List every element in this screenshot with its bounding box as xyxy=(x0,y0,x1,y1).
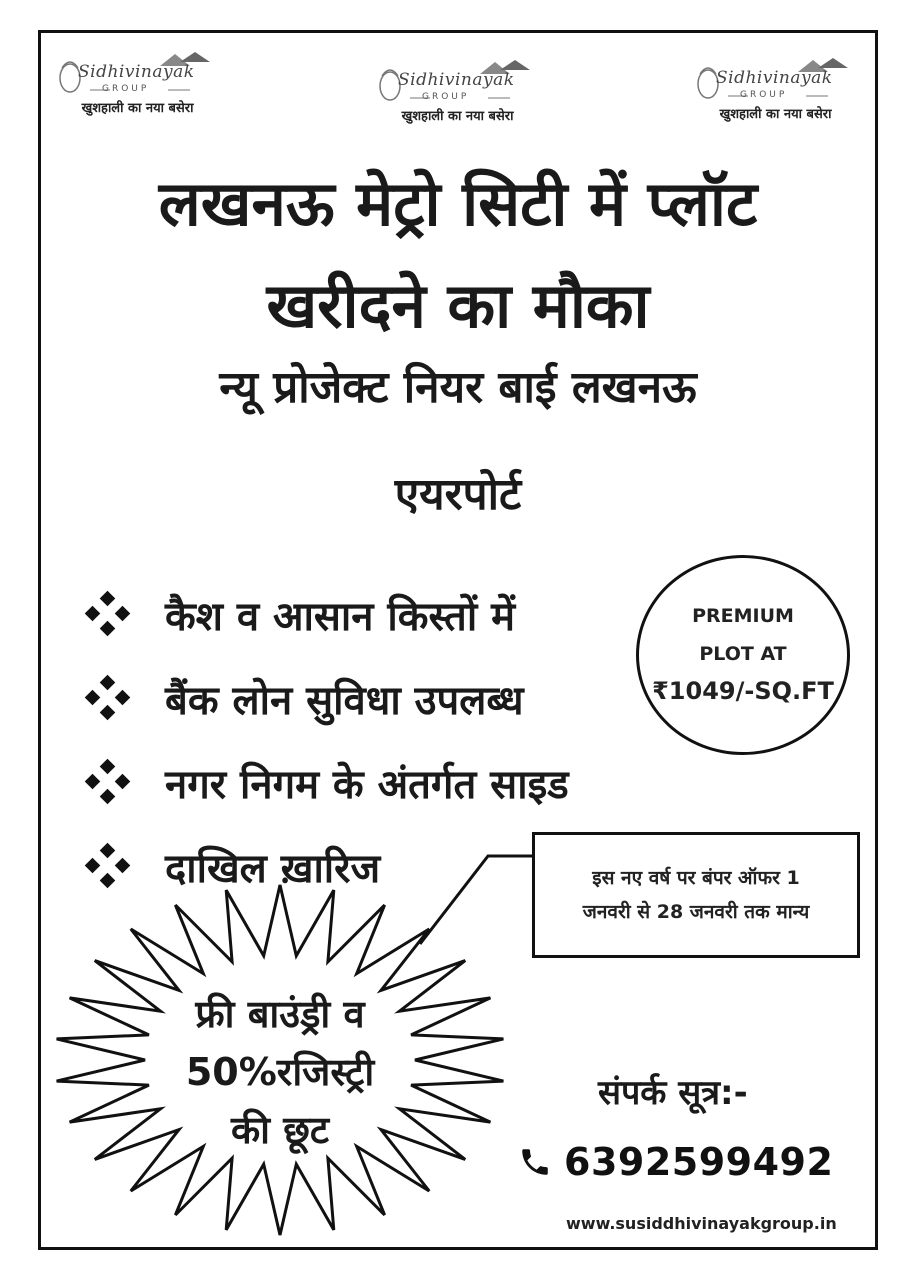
starburst-line3: की छूट xyxy=(230,1108,330,1152)
logo-brand: Sidhivinayak xyxy=(78,62,195,82)
offer-line2: जनवरी से 28 जनवरी तक मान्य xyxy=(582,901,810,923)
logo-group: GROUP xyxy=(102,84,150,94)
list-item xyxy=(85,740,569,824)
price-badge-line2: PLOT AT xyxy=(699,643,787,665)
price-badge-line1: PREMIUM xyxy=(692,605,794,627)
offer-box xyxy=(532,832,860,958)
logo-group: GROUP xyxy=(740,90,788,100)
diamond-bullet-icon xyxy=(85,591,131,637)
logo-brand: Sidhivinayak xyxy=(398,70,515,90)
website-url[interactable]: www.susiddhivinayakgroup.in xyxy=(566,1214,837,1233)
diamond-bullet-icon xyxy=(85,759,131,805)
starburst-text xyxy=(160,985,400,1159)
logo-tagline: खुशहाली का नया बसेरा xyxy=(81,101,194,116)
diamond-bullet-icon xyxy=(85,675,131,721)
logo-right xyxy=(688,54,863,134)
logo-left xyxy=(50,48,225,128)
price-badge-price: ₹1049/-SQ.FT xyxy=(652,677,834,705)
price-badge xyxy=(636,555,850,755)
starburst-line1: फ्री बाउंड्री व xyxy=(195,992,365,1036)
headline-line4: एयरपोर्ट xyxy=(394,469,522,520)
phone-row[interactable] xyxy=(518,1140,833,1184)
list-item-text: नगर निगम के अंतर्गत साइड xyxy=(165,761,569,808)
logo-brand: Sidhivinayak xyxy=(716,68,833,88)
logo-tagline: खुशहाली का नया बसेरा xyxy=(401,109,514,124)
list-item xyxy=(85,656,569,740)
headline-line3: न्यू प्रोजेक्ट नियर बाई लखनऊ xyxy=(219,362,697,413)
starburst-line2: 50%रजिस्ट्री xyxy=(185,1050,375,1094)
list-item-text: दाखिल ख़ारिज xyxy=(165,845,381,892)
headline-line2: खरीदने का मौका xyxy=(266,269,650,342)
phone-icon xyxy=(518,1145,552,1179)
list-item-text: बैंक लोन सुविधा उपलब्ध xyxy=(165,677,524,724)
logo-tagline: खुशहाली का नया बसेरा xyxy=(719,107,832,122)
list-item xyxy=(85,572,569,656)
headline-line1: लखनऊ मेट्रो सिटी में प्लॉट xyxy=(158,167,758,240)
list-item-text: कैश व आसान किस्तों में xyxy=(165,593,516,640)
logo-group: GROUP xyxy=(422,92,470,102)
logo-center xyxy=(370,56,545,136)
phone-number[interactable]: 6392599492 xyxy=(564,1140,834,1184)
feature-list xyxy=(85,572,569,908)
contact-label: संपर्क सूत्र:- xyxy=(598,1073,748,1113)
offer-line1: इस नए वर्ष पर बंपर ऑफर 1 xyxy=(592,867,800,889)
